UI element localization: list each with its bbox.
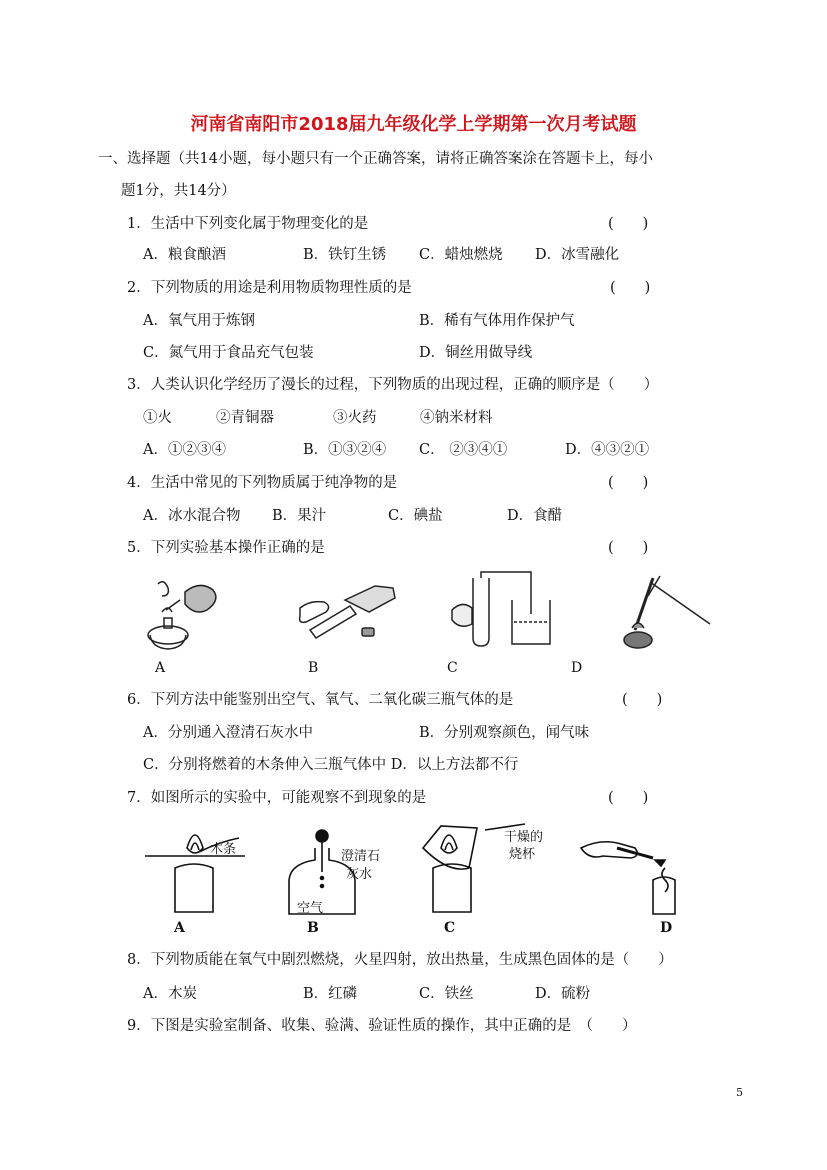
q8-option-b: B．红磷	[303, 986, 358, 1002]
q5-label-a: A	[155, 660, 166, 676]
q3-option-a: A．①②③④	[143, 442, 226, 458]
q2-option-b: B．稀有气体用作保护气	[419, 313, 575, 329]
q7-text-lime-2: 灰水	[346, 867, 373, 882]
q9-stem: 9．下图是实验室制备、收集、验满、验证性质的操作，其中正确的是 （ ）	[127, 1018, 637, 1034]
q7-figure-d	[581, 842, 675, 914]
q8-option-d: D．硫粉	[535, 986, 591, 1002]
q3-item-2: ②青铜器	[216, 410, 274, 426]
q5-figure-b	[300, 586, 395, 638]
q2-stem: 2．下列物质的用途是利用物质物理性质的是	[127, 280, 412, 296]
q3-item-4: ④钠米材料	[420, 410, 493, 426]
q1-stem: 1．生活中下列变化属于物理变化的是	[127, 216, 369, 232]
q4-stem: 4．生活中常见的下列物质属于纯净物的是	[127, 475, 398, 491]
page-title: 河南省南阳市2018届九年级化学上学期第一次月考试题	[190, 114, 637, 135]
q6-answer-paren: ( )	[622, 692, 663, 708]
q7-label-d: D	[660, 920, 673, 936]
q1-option-d: D．冰雪融化	[535, 247, 620, 263]
q5-figure-a	[148, 582, 216, 649]
q7-label-b: B	[307, 920, 319, 936]
q5-label-c: C	[447, 660, 458, 676]
q5-label-d: D	[571, 660, 583, 676]
q5-answer-paren: ( )	[608, 540, 649, 556]
q7-label-c: C	[444, 920, 456, 936]
q2-option-d: D．铜丝用做导线	[419, 345, 533, 361]
q5-figures	[140, 570, 720, 655]
q4-option-d: D．食醋	[507, 508, 563, 524]
q1-option-c: C．蜡烛燃烧	[419, 247, 503, 263]
q6-stem: 6．下列方法中能鉴别出空气、氧气、二氧化碳三瓶气体的是	[127, 692, 514, 708]
q8-stem: 8．下列物质能在氧气中剧烈燃烧，火星四射，放出热量，生成黑色固体的是（ ）	[127, 952, 673, 968]
q3-option-d: D．④③②①	[565, 442, 650, 458]
q5-stem: 5．下列实验基本操作正确的是	[127, 540, 325, 556]
q7-text-lime-1: 澄清石	[341, 849, 381, 864]
q8-option-a: A．木炭	[143, 986, 197, 1002]
q3-item-3: ③火药	[333, 410, 377, 426]
q7-text-cup-1: 干燥的	[504, 830, 544, 845]
q3-option-b: B．①③②④	[303, 442, 387, 458]
q6-option-a: A．分别通入澄清石灰水中	[143, 725, 313, 741]
q1-answer-paren: ( )	[608, 216, 649, 232]
q7-text-air: 空气	[297, 901, 324, 916]
page-number: 5	[736, 1086, 743, 1099]
q5-label-b: B	[308, 660, 319, 676]
q8-option-c: C．铁丝	[419, 986, 474, 1002]
q2-answer-paren: ( )	[610, 280, 651, 296]
q7-answer-paren: ( )	[608, 790, 649, 806]
q2-option-a: A．氧气用于炼钢	[143, 313, 255, 329]
section-heading-line2: 题1分，共14分）	[121, 183, 236, 199]
q2-option-c: C．氮气用于食品充气包装	[143, 345, 314, 361]
q6-option-b: B．分别观察颜色，闻气味	[419, 725, 590, 741]
q3-option-c: C． ②③④①	[419, 442, 508, 458]
q1-option-b: B．铁钉生锈	[303, 247, 387, 263]
q5-figure-d	[624, 576, 710, 648]
q7-text-cup-2: 烧杯	[509, 847, 536, 862]
q4-option-c: C．碘盐	[388, 508, 443, 524]
q1-option-a: A．粮食酿酒	[143, 247, 226, 263]
q3-stem: 3．人类认识化学经历了漫长的过程，下列物质的出现过程，正确的顺序是（ ）	[127, 377, 659, 393]
q4-answer-paren: ( )	[608, 475, 649, 491]
section-heading-line1: 一、选择题（共14小题，每小题只有一个正确答案，请将正确答案涂在答题卡上，每小	[98, 151, 653, 167]
q5-figure-c	[452, 572, 550, 646]
q7-stem: 7．如图所示的实验中，可能观察不到现象的是	[127, 790, 427, 806]
q4-option-a: A．冰水混合物	[143, 508, 241, 524]
q3-item-1: ①火	[143, 410, 172, 426]
q7-label-a: A	[174, 920, 185, 936]
q6-option-cd: C．分别将燃着的木条伸入三瓶气体中 D．以上方法都不行	[143, 757, 519, 773]
q7-figures	[145, 818, 690, 918]
q7-text-wood: 木条	[210, 842, 237, 857]
q4-option-b: B．果汁	[272, 508, 327, 524]
